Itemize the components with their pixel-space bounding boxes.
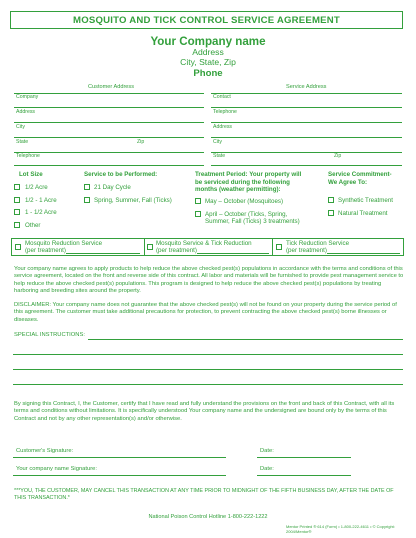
- customer-company-label: Company: [16, 94, 39, 100]
- service-state-label: State: [213, 153, 226, 159]
- company-date-label: Date:: [260, 466, 274, 472]
- customer-telephone-field[interactable]: [14, 165, 204, 166]
- service-21-day-checkbox[interactable]: [84, 184, 90, 190]
- service-city-label: City: [213, 139, 222, 145]
- customer-signature-field[interactable]: [13, 457, 226, 458]
- signing-paragraph: By signing this Contract, I, the Customer, certify that I have read and fully understand the provisions on the front and back of this Contract, with all its terms and conditions without limitations. It is specifically understood Your company name and the undersigned are bound only by the terms of this Contract and not by any other representation(s) and/or otherwise.: [14, 401, 395, 422]
- lot-one-half-acre-checkbox[interactable]: [14, 209, 20, 215]
- company-city-state-zip: City, State, Zip: [180, 57, 236, 67]
- special-instructions-label: SPECIAL INSTRUCTIONS:: [14, 332, 85, 338]
- treatment-period-header-3: months (weather permitting):: [195, 186, 281, 193]
- customer-address-field[interactable]: [14, 122, 204, 123]
- mosquito-tick-price-field[interactable]: [197, 253, 269, 254]
- customer-date-field[interactable]: [257, 457, 351, 458]
- service-address-header: Service Address: [286, 84, 327, 90]
- company-address: Address: [192, 47, 224, 57]
- customer-state-label: State: [16, 139, 29, 145]
- customer-zip-label: Zip: [137, 139, 145, 145]
- lot-other-label: Other: [25, 221, 41, 229]
- mosquito-tick-label-1: Mosquito Service & Tick Reduction: [156, 239, 252, 247]
- natural-treatment-label: Natural Treatment: [338, 209, 388, 217]
- customer-address-top-line: [14, 93, 204, 94]
- service-contact-label: Contact: [213, 94, 231, 100]
- service-21-day-label: 21 Day Cycle: [94, 183, 131, 191]
- service-spring-summer-fall-label: Spring, Summer, Fall (Ticks): [94, 196, 172, 204]
- commitment-header-1: Service Commitment-: [328, 171, 392, 178]
- customer-date-label: Date:: [260, 448, 274, 454]
- lot-half-acre-label: 1/2 Acre: [25, 183, 48, 191]
- mosquito-tick-reduction-checkbox[interactable]: [147, 244, 153, 250]
- customer-address-label: Address: [16, 109, 36, 115]
- special-instructions-line-1[interactable]: [88, 339, 403, 340]
- service-address-top-line: [211, 93, 402, 94]
- service-address-field[interactable]: [211, 137, 402, 138]
- customer-state-zip-field[interactable]: [14, 152, 204, 153]
- service-spring-summer-fall-checkbox[interactable]: [84, 197, 90, 203]
- lot-other-checkbox[interactable]: [14, 222, 20, 228]
- synthetic-treatment-checkbox[interactable]: [328, 197, 334, 203]
- special-instructions-line-2[interactable]: [13, 354, 403, 355]
- customer-telephone-label: Telephone: [16, 153, 40, 159]
- lot-one-half-acre-label: 1 - 1/2 Acre: [25, 208, 57, 216]
- agreement-paragraph: Your company name agrees to apply products to help reduce the above checked pest(s) populations in accordance with the terms and conditions of this service agreement, located on the front and reverse side of this contract. All labor and materials will be furnished to provide pest management service to help reduce the above checked pest(s) populations. This program is designed to help reduce the above checked pest(s) populations by treating harboring and breeding sites around the property.: [14, 266, 404, 295]
- footer-copyright: Mentor Printed ® 614 (Form) • 1-800-222-4611 • © Copyright: 2004/Mentor®: [286, 524, 395, 534]
- lot-half-acre-checkbox[interactable]: [14, 184, 20, 190]
- service-zip-label: Zip: [334, 153, 342, 159]
- customer-company-field[interactable]: [14, 107, 204, 108]
- lot-size-header: Lot Size: [19, 171, 43, 178]
- mosquito-reduction-checkbox[interactable]: [15, 244, 21, 250]
- customer-city-label: City: [16, 124, 25, 130]
- lot-half-to-one-acre-label: 1/2 - 1 Acre: [25, 196, 57, 204]
- company-phone: Phone: [193, 68, 223, 79]
- service-city-field[interactable]: [211, 152, 402, 153]
- mosquito-reduction-label-1: Mosquito Reduction Service: [25, 239, 103, 247]
- tick-reduction-label-1: Tick Reduction Service: [286, 239, 350, 247]
- tick-price-field[interactable]: [327, 253, 400, 254]
- company-date-field[interactable]: [257, 475, 351, 476]
- period-april-october-label-2: Summer, Fall (Ticks) 3 treatments): [205, 217, 300, 225]
- period-may-october-label: May – October (Mosquitoes): [205, 197, 284, 205]
- tick-reduction-label-2: (per treatment): [286, 247, 327, 254]
- company-signature-field[interactable]: [13, 475, 226, 476]
- period-april-october-checkbox[interactable]: [195, 211, 201, 217]
- synthetic-treatment-label: Synthetic Treatment: [338, 196, 394, 204]
- customer-address-header: Customer Address: [88, 84, 135, 90]
- reduction-divider-2: [272, 238, 273, 256]
- lot-half-to-one-acre-checkbox[interactable]: [14, 197, 20, 203]
- service-state-zip-field[interactable]: [211, 165, 402, 166]
- service-address-label: Address: [213, 124, 233, 130]
- natural-treatment-checkbox[interactable]: [328, 210, 334, 216]
- mosquito-price-field[interactable]: [66, 253, 140, 254]
- service-contact-field[interactable]: [211, 107, 402, 108]
- service-performed-header: Service to be Performed:: [84, 171, 158, 178]
- special-instructions-line-4[interactable]: [13, 384, 403, 385]
- company-name: Your Company name: [150, 35, 266, 48]
- treatment-period-header-2: be serviced during the following: [195, 178, 290, 186]
- mosquito-tick-label-2: (per treatment): [156, 247, 197, 254]
- cancellation-notice: ***YOU, THE CUSTOMER, MAY CANCEL THIS TRANSACTION AT ANY TIME PRIOR TO MIDNIGHT OF THE FIFTH BUSINESS DAY, AFTER THE DATE OF THIS TRANSACTION.*: [14, 488, 394, 502]
- period-may-october-checkbox[interactable]: [195, 198, 201, 204]
- special-instructions-line-3[interactable]: [13, 369, 403, 370]
- reduction-divider-1: [144, 238, 145, 256]
- treatment-period-header-1: Treatment Period: Your property will: [195, 171, 302, 178]
- company-signature-label: Your company name Signature:: [16, 466, 97, 472]
- service-telephone-field[interactable]: [211, 122, 402, 123]
- commitment-header-2: We Agree To:: [328, 178, 368, 186]
- mosquito-reduction-label-2: (per treatment): [25, 247, 66, 254]
- poison-control-hotline: National Poison Control Hotline 1-800-222-1222: [148, 514, 268, 520]
- tick-reduction-checkbox[interactable]: [276, 244, 282, 250]
- disclaimer-paragraph: DISCLAIMER: Your company name does not guarantee that the above checked pest(s) will not be found on your property during the service period of this agreement. The customer must take additional precautions for protection, to prevent contracting the above checked pest(s) borne illnesses or diseases.: [14, 302, 397, 323]
- service-telephone-label: Telephone: [213, 109, 237, 115]
- customer-signature-label: Customer's Signature:: [16, 448, 74, 454]
- form-title: MOSQUITO AND TICK CONTROL SERVICE AGREEMENT: [10, 11, 403, 29]
- customer-city-field[interactable]: [14, 137, 204, 138]
- period-april-october-label-1: April – October (Ticks, Spring,: [205, 210, 288, 218]
